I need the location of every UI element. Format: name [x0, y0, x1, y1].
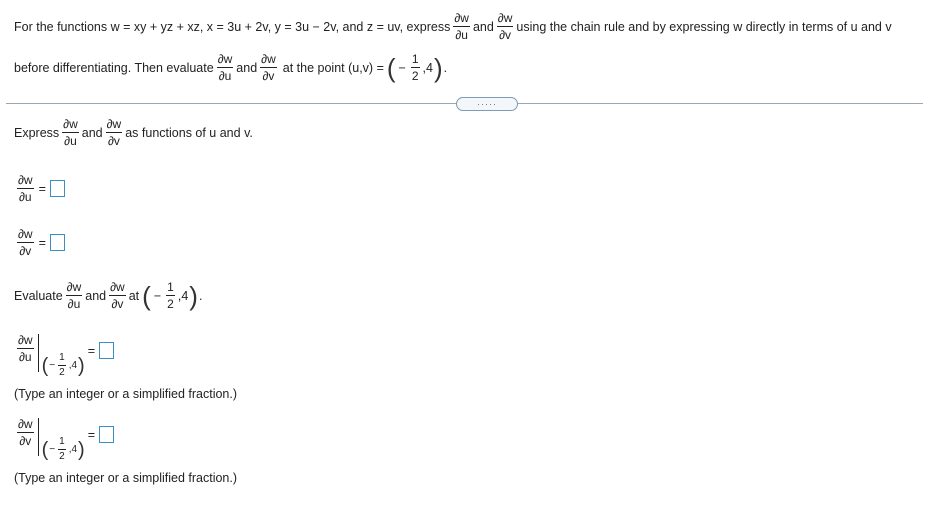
dw-du-fraction: $\frac{\partial w}{\partial u}$: [18, 173, 33, 204]
evaluation-bar: [38, 334, 39, 372]
dw-dv-answer-row: [14, 228, 65, 257]
show-more-button[interactable]: ·····: [456, 97, 518, 111]
problem-line2-start: before differentiating. Then evaluate: [14, 60, 214, 75]
problem-line-2: [14, 53, 447, 82]
dw-dv-fraction: $\frac{\partial w}{\partial v}$: [261, 52, 276, 83]
and-text: and: [236, 60, 258, 75]
right-paren: ): [189, 280, 198, 311]
equals-sign: =: [38, 181, 46, 196]
problem-line-1: [14, 12, 892, 41]
dw-dv-answer-input[interactable]: [50, 234, 65, 251]
dw-du-eval-row: [14, 333, 114, 378]
dw-dv-fraction: $\frac{\partial w}{\partial v}$: [110, 280, 125, 311]
at-point-text: at the point (u,v) =: [282, 60, 384, 75]
dw-dv-fraction: $\frac{\partial w}{\partial v}$: [497, 11, 513, 42]
dw-dv-eval-answer-input[interactable]: [99, 426, 114, 443]
minus-sign: −: [398, 60, 406, 75]
dw-du-eval-answer-input[interactable]: [99, 342, 114, 359]
left-paren: (: [386, 52, 396, 83]
dw-du-fraction: $\frac{\partial w}{\partial u}$: [66, 280, 82, 311]
dw-du-answer-row: [14, 174, 65, 203]
one-half-fraction: $\frac{1}{2}$: [59, 436, 65, 462]
equals-sign: =: [87, 428, 96, 442]
comma-four: ,4: [177, 288, 189, 303]
dw-dv-fraction: $\frac{\partial w}{\partial v}$: [18, 227, 33, 258]
one-half-fraction: $\frac{1}{2}$: [411, 52, 419, 83]
comma-four: ,4: [422, 60, 433, 75]
evaluate-text: Evaluate: [14, 288, 63, 303]
as-functions-text: as functions of u and v.: [125, 125, 253, 140]
evaluation-point: ( − $\frac{1}{2}$ ,4 ): [41, 352, 85, 378]
problem-tail: using the chain rule and by expressing w directly in terms of u and v: [516, 19, 892, 34]
dw-du-fraction: $\frac{\partial w}{\partial u}$: [18, 333, 33, 364]
dw-dv-fraction: $\frac{\partial w}{\partial v}$: [18, 417, 33, 448]
period: .: [198, 288, 203, 303]
equals-sign: =: [87, 344, 96, 358]
dw-du-fraction: $\frac{\partial w}{\partial u}$: [454, 11, 469, 42]
left-paren: (: [142, 280, 151, 311]
evaluation-point: ( − $\frac{1}{2}$ ,4 ): [41, 436, 85, 462]
evaluation-bar: [38, 418, 39, 456]
one-half-fraction: $\frac{1}{2}$: [59, 352, 65, 378]
dw-dv-fraction: $\frac{\partial w}{\partial v}$: [106, 117, 122, 148]
at-text: at: [128, 288, 140, 303]
hint-text-2: (Type an integer or a simplified fraction.): [14, 471, 238, 485]
dw-du-answer-input[interactable]: [50, 180, 65, 197]
dw-dv-eval-row: [14, 417, 114, 462]
period: .: [443, 60, 448, 75]
dw-du-fraction: $\frac{\partial w}{\partial u}$: [63, 117, 78, 148]
minus-sign: −: [153, 288, 162, 303]
hint-text-1: (Type an integer or a simplified fraction.): [14, 387, 238, 401]
express-text: Express: [14, 125, 60, 140]
dw-du-fraction: $\frac{\partial w}{\partial u}$: [217, 52, 233, 83]
one-half-fraction: $\frac{1}{2}$: [167, 280, 174, 311]
and-text: and: [81, 125, 103, 140]
equals-sign: =: [38, 235, 46, 250]
express-instruction: [14, 118, 253, 147]
problem-intro: For the functions w = xy + yz + xz, x = 3u + 2v, y = 3u − 2v, and z = uv, express: [14, 19, 451, 34]
and-text: and: [85, 288, 107, 303]
and-text: and: [472, 19, 494, 34]
evaluate-instruction: [14, 281, 202, 310]
right-paren: ): [433, 52, 443, 83]
